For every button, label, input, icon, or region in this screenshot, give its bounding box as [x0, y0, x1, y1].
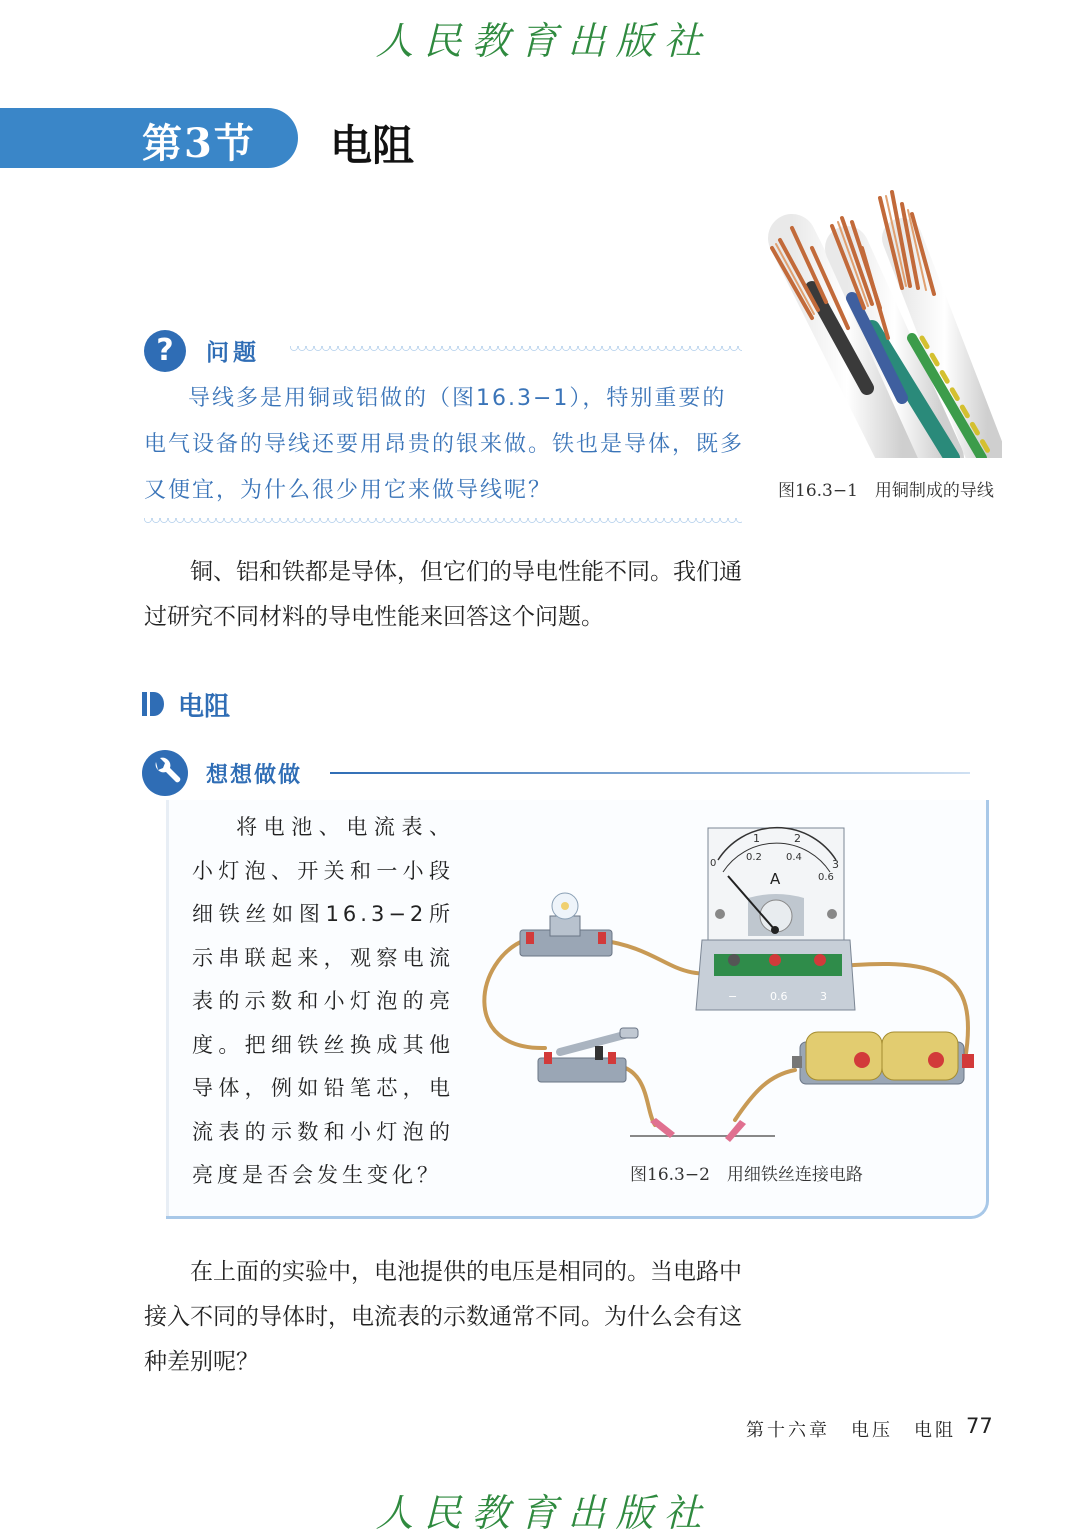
- footer-chapter: 第十六章 电压 电阻: [746, 1420, 956, 1441]
- scale-bottom-04: 0.4: [786, 852, 802, 863]
- subsection-heading: 电阻: [178, 692, 231, 722]
- terminal-minus: −: [728, 990, 738, 1003]
- figure-2-caption: 图16.3−2 用细铁丝连接电路: [630, 1165, 863, 1185]
- activity-text: 将电池、电流表、小灯泡、开关和一小段细铁丝如图16.3−2所示串联起来，观察电流表的示数和小灯泡的亮度。把细铁丝换成其他导体，例如铅笔芯，电流表的示数和小灯泡的亮度是否会发生变化？: [192, 815, 454, 1187]
- section-title: 电阻: [330, 121, 415, 170]
- question-text: 导线多是用铜或铝做的（图16.3−1），特别重要的电气设备的导线还要用昂贵的银来做。铁也是导体，既多又便宜，为什么很少用它来做导线呢？: [144, 386, 745, 503]
- activity-label: 想想做做: [206, 763, 303, 788]
- activity-box-edge: [166, 800, 169, 1216]
- scale-bottom-0: 0: [710, 858, 717, 869]
- circuit-figure: [470, 820, 980, 1150]
- figure-1-caption: 图16.3−1 用铜制成的导线: [778, 481, 994, 501]
- wavy-divider-bottom: [144, 518, 742, 526]
- body-paragraph-1: 铜、铝和铁都是导体，但它们的导电性能不同。我们通过研究不同材料的导电性能来回答这个问题。: [144, 559, 742, 630]
- activity-rule: [330, 772, 970, 774]
- wrench-icon: [142, 750, 188, 796]
- heading-marker-icon: [142, 692, 164, 716]
- scale-bottom-02: 0.2: [746, 852, 762, 863]
- meter-unit: A: [770, 870, 781, 888]
- terminal-06: 0.6: [770, 990, 788, 1003]
- question-label: 问题: [206, 340, 260, 366]
- terminal-3: 3: [820, 990, 827, 1003]
- publisher-logo-bottom: 人民教育出版社: [375, 1491, 712, 1535]
- scale-end: 3: [832, 858, 839, 871]
- battery: [792, 1032, 974, 1084]
- scale-top-1: 1: [753, 832, 760, 845]
- copper-wires-figure: [752, 178, 1002, 458]
- wire-battery-clip: [735, 1070, 795, 1120]
- body-paragraph-2: 在上面的实验中，电池提供的电压是相同的。当电路中接入不同的导体时，电流表的示数通常不同。为什么会有这种差别呢？: [144, 1259, 742, 1375]
- page-number: 77: [966, 1414, 993, 1438]
- clip-right: [725, 1120, 746, 1142]
- bulb: [520, 893, 612, 956]
- scale-bottom-06: 0.6: [818, 872, 834, 883]
- scale-top-2: 2: [794, 832, 801, 845]
- publisher-logo-top: 人民教育出版社: [375, 19, 712, 63]
- question-mark-icon: ?: [144, 330, 186, 372]
- knife-switch: [538, 1028, 638, 1082]
- wavy-divider-top: [290, 346, 742, 354]
- section-number: 第3节: [142, 120, 256, 167]
- ammeter: [696, 828, 855, 1010]
